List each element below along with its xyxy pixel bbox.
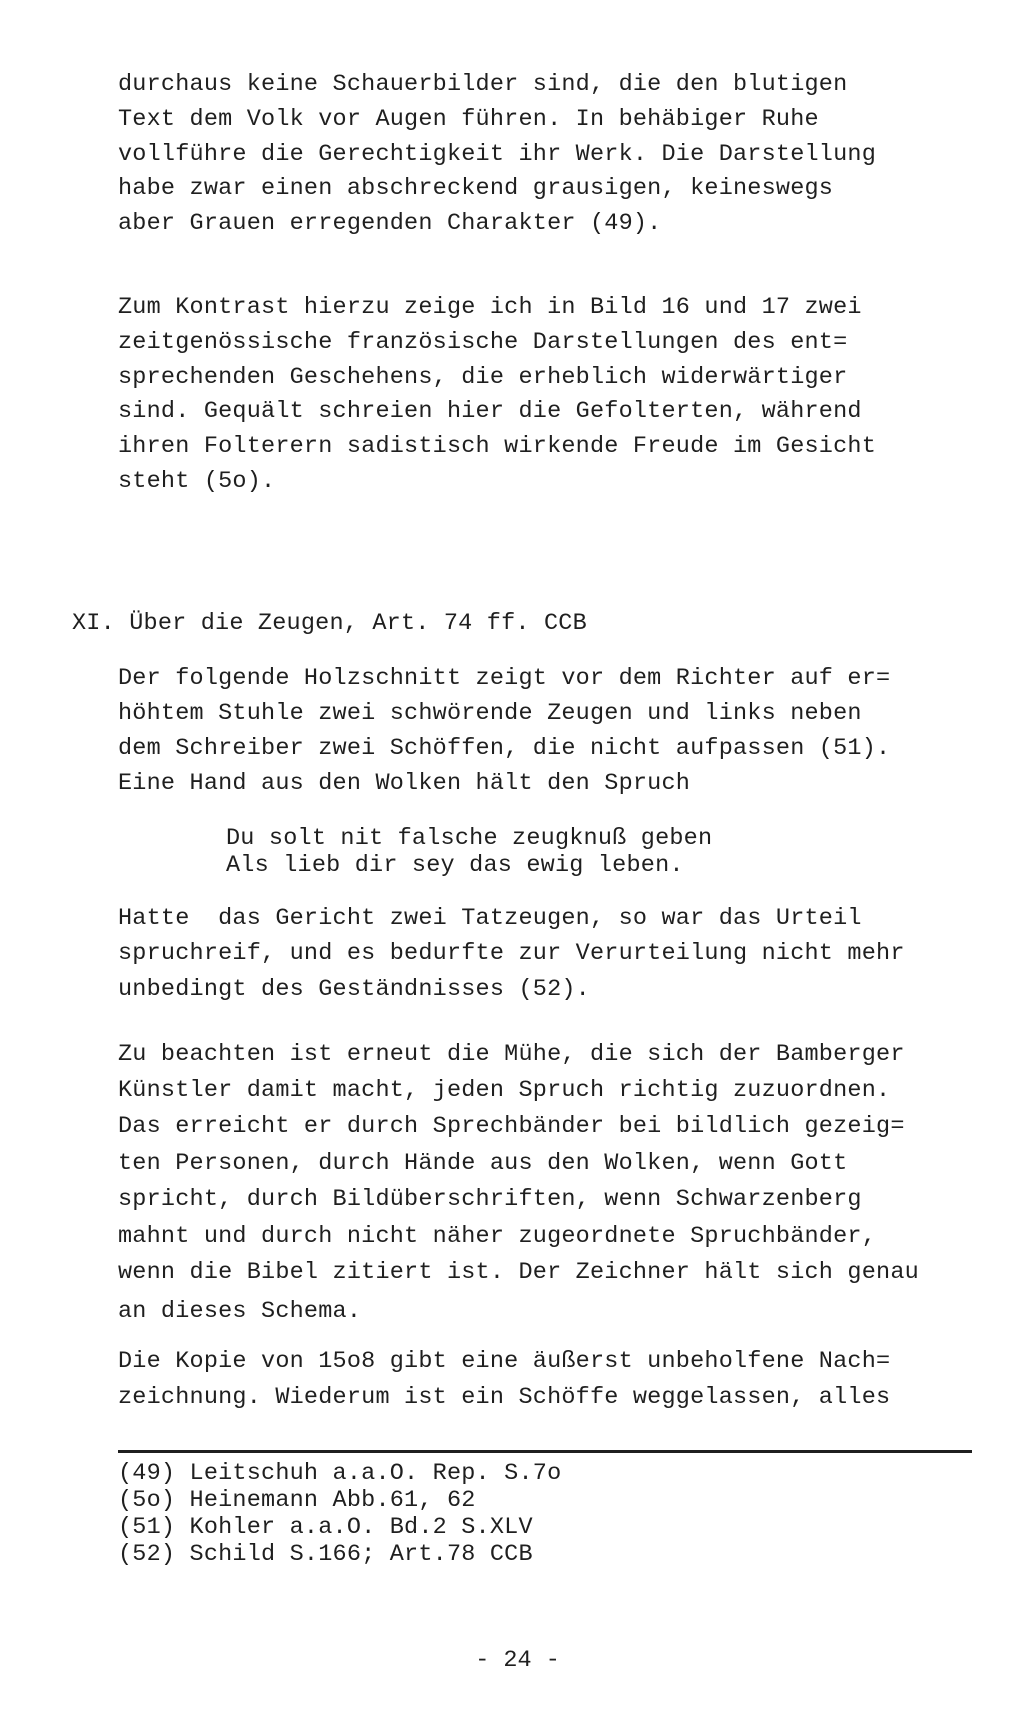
para5-line-4: ten Personen, durch Hände aus den Wolken, wenn Gott (118, 1150, 848, 1177)
para2-line-6: steht (5o). (118, 468, 276, 495)
para2-line-4: sind. Gequält schreien hier die Gefolterten, während (118, 398, 862, 425)
quote-line-2: Als lieb dir sey das ewig leben. (226, 852, 684, 879)
para1-line-3: vollführe die Gerechtigkeit ihr Werk. Die Darstellung (118, 141, 877, 168)
footnote-50: (5o) Heinemann Abb.61, 62 (118, 1487, 476, 1514)
para5-line-5: spricht, durch Bildüberschriften, wenn Schwarzenberg (118, 1186, 862, 1213)
footnote-49: (49) Leitschuh a.a.O. Rep. S.7o (118, 1460, 562, 1487)
para6-line-1: Die Kopie von 15o8 gibt eine äußerst unbeholfene Nach= (118, 1348, 891, 1375)
section-heading: XI. Über die Zeugen, Art. 74 ff. CCB (72, 610, 587, 637)
para5-line-8: an dieses Schema. (118, 1298, 362, 1325)
para5-line-7: wenn die Bibel zitiert ist. Der Zeichner hält sich genau (118, 1259, 919, 1286)
para3-line-2: höhtem Stuhle zwei schwörende Zeugen und links neben (118, 700, 862, 727)
para3-line-3: dem Schreiber zwei Schöffen, die nicht aufpassen (51). (118, 735, 891, 762)
para5-line-3: Das erreicht er durch Sprechbänder bei bildlich gezeig= (118, 1113, 905, 1140)
footnote-52: (52) Schild S.166; Art.78 CCB (118, 1541, 533, 1568)
para5-line-2: Künstler damit macht, jeden Spruch richtig zuzuordnen. (118, 1077, 891, 1104)
para1-line-1: durchaus keine Schauerbilder sind, die den blutigen (118, 71, 848, 98)
para1-line-4: habe zwar einen abschreckend grausigen, keineswegs (118, 175, 834, 202)
quote-line-1: Du solt nit falsche zeugknuß geben (226, 825, 713, 852)
para4-line-3: unbedingt des Geständnisses (52). (118, 976, 590, 1003)
footnote-divider (118, 1450, 972, 1453)
page-number: - 24 - (475, 1647, 560, 1674)
para2-line-3: sprechenden Geschehens, die erheblich widerwärtiger (118, 364, 848, 391)
para4-line-1: Hatte das Gericht zwei Tatzeugen, so war das Urteil (118, 905, 862, 932)
para5-line-1: Zu beachten ist erneut die Mühe, die sich der Bamberger (118, 1041, 905, 1068)
para6-line-2: zeichnung. Wiederum ist ein Schöffe weggelassen, alles (118, 1384, 891, 1411)
para2-line-5: ihren Folterern sadistisch wirkende Freude im Gesicht (118, 433, 877, 460)
para1-line-2: Text dem Volk vor Augen führen. In behäbiger Ruhe (118, 106, 819, 133)
para1-line-5: aber Grauen erregenden Charakter (49). (118, 210, 662, 237)
para3-line-4: Eine Hand aus den Wolken hält den Spruch (118, 770, 691, 797)
para2-line-1: Zum Kontrast hierzu zeige ich in Bild 16 und 17 zwei (118, 294, 862, 321)
footnote-51: (51) Kohler a.a.O. Bd.2 S.XLV (118, 1514, 533, 1541)
para2-line-2: zeitgenössische französische Darstellungen des ent= (118, 329, 848, 356)
para4-line-2: spruchreif, und es bedurfte zur Verurteilung nicht mehr (118, 940, 905, 967)
para5-line-6: mahnt und durch nicht näher zugeordnete Spruchbänder, (118, 1223, 877, 1250)
para3-line-1: Der folgende Holzschnitt zeigt vor dem Richter auf er= (118, 665, 891, 692)
